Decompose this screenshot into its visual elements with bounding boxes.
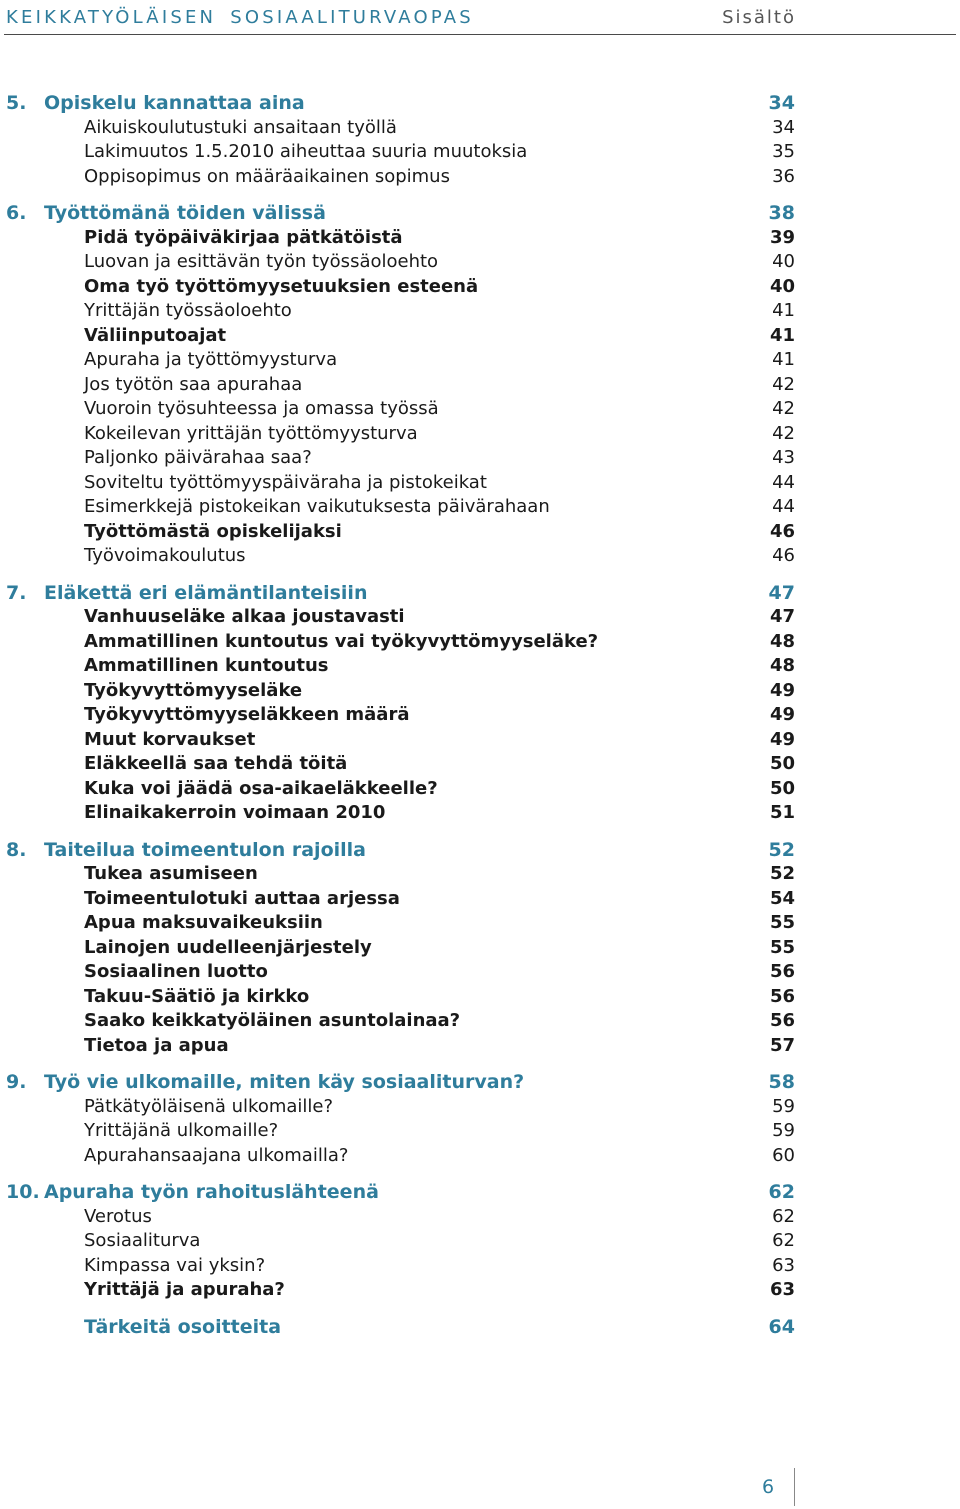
entry-page: 49 <box>769 679 795 701</box>
toc-entry[interactable] <box>0 1229 960 1254</box>
entry-title: Tietoa ja apua <box>84 1034 229 1056</box>
entry-page: 41 <box>772 349 795 370</box>
entry-page: 35 <box>772 141 795 162</box>
header-section-label: Sisältö <box>722 7 796 28</box>
entry-title: Vanhuuseläke alkaa joustavasti <box>84 606 405 627</box>
toc-entry[interactable] <box>0 275 960 300</box>
toc-entry[interactable] <box>0 1278 960 1303</box>
toc-entry[interactable] <box>0 446 960 471</box>
toc-entry[interactable] <box>0 960 960 985</box>
toc-entry[interactable] <box>0 1144 960 1169</box>
toc-entry[interactable] <box>0 985 960 1010</box>
toc-entry[interactable] <box>0 471 960 496</box>
entry-page: 60 <box>772 1144 795 1166</box>
toc-entry[interactable] <box>0 911 960 936</box>
toc-entry[interactable] <box>0 250 960 275</box>
chapter-title: Tärkeitä osoitteita <box>84 1315 282 1338</box>
entry-page: 48 <box>769 655 795 676</box>
toc-entry[interactable] <box>0 1254 960 1279</box>
toc-entry[interactable] <box>0 654 960 679</box>
toc-chapter[interactable] <box>0 581 960 606</box>
toc-entry[interactable] <box>0 544 960 569</box>
entry-page: 48 <box>769 630 795 652</box>
toc-entry[interactable] <box>0 679 960 704</box>
entry-page: 39 <box>769 226 795 248</box>
header-title-part1: KEIKKATYÖLÄISEN <box>6 7 217 28</box>
entry-page: 63 <box>772 1254 795 1276</box>
entry-title: Ammatillinen kuntoutus vai työkyvyttömyyseläke? <box>84 630 599 652</box>
toc-entry[interactable] <box>0 703 960 728</box>
entry-page: 62 <box>772 1230 795 1251</box>
entry-title: Yrittäjän työssäoloehto <box>84 300 292 321</box>
toc-entry[interactable] <box>0 165 960 190</box>
toc-entry[interactable] <box>0 728 960 753</box>
entry-page: 63 <box>769 1279 795 1300</box>
entry-page: 56 <box>769 961 795 982</box>
toc-entry[interactable] <box>0 1205 960 1230</box>
toc-entry[interactable] <box>0 226 960 251</box>
chapter-number: 7. <box>6 581 27 604</box>
entry-page: 62 <box>772 1205 795 1227</box>
entry-page: 46 <box>769 520 795 542</box>
entry-title: Jos työtön saa apurahaa <box>84 373 303 395</box>
chapter-number: 10. <box>6 1181 40 1203</box>
entry-title: Yrittäjä ja apuraha? <box>84 1279 285 1300</box>
entry-title: Sosiaaliturva <box>84 1230 201 1251</box>
entry-title: Verotus <box>84 1205 152 1227</box>
toc-entry[interactable] <box>0 1095 960 1120</box>
entry-page: 43 <box>772 447 795 468</box>
toc-entry[interactable] <box>0 752 960 777</box>
header-title <box>6 7 474 28</box>
entry-page: 34 <box>772 116 795 138</box>
toc-entry[interactable] <box>0 140 960 165</box>
entry-title: Elinaikakerroin voimaan 2010 <box>84 802 386 823</box>
entry-page: 40 <box>772 251 795 272</box>
entry-page: 41 <box>769 324 795 346</box>
entry-page: 49 <box>769 728 795 750</box>
toc-entry[interactable] <box>0 605 960 630</box>
chapter-title: Apuraha työn rahoituslähteenä <box>44 1181 379 1203</box>
entry-title: Ammatillinen kuntoutus <box>84 655 329 676</box>
entry-page: 55 <box>769 936 795 958</box>
toc-chapter[interactable] <box>0 1315 960 1340</box>
entry-page: 41 <box>772 300 795 321</box>
entry-title: Paljonko päivärahaa saa? <box>84 447 312 468</box>
chapter-title: Eläkettä eri elämäntilanteisiin <box>44 581 368 604</box>
chapter-number: 5. <box>6 92 27 114</box>
entry-title: Aikuiskoulutustuki ansaitaan työllä <box>84 116 397 138</box>
toc-entry[interactable] <box>0 862 960 887</box>
entry-page: 51 <box>769 802 795 823</box>
entry-title: Työkyvyttömyyseläke <box>84 679 303 701</box>
entry-page: 36 <box>772 165 795 187</box>
entry-page: 42 <box>772 422 795 444</box>
chapter-number: 9. <box>6 1071 27 1093</box>
toc-chapter[interactable] <box>0 201 960 226</box>
toc-entry[interactable] <box>0 1009 960 1034</box>
entry-page: 49 <box>769 704 795 725</box>
entry-title: Yrittäjänä ulkomaille? <box>84 1120 279 1141</box>
entry-page: 56 <box>769 985 795 1007</box>
entry-title: Kimpassa vai yksin? <box>84 1254 266 1276</box>
chapter-page: 62 <box>768 1181 795 1203</box>
entry-title: Kuka voi jäädä osa-aikaeläkkeelle? <box>84 777 438 799</box>
toc-entry[interactable] <box>0 324 960 349</box>
chapter-page: 58 <box>768 1071 795 1093</box>
entry-title: Luovan ja esittävän työn työssäoloehto <box>84 251 439 272</box>
entry-page: 50 <box>769 777 795 799</box>
entry-page: 59 <box>772 1120 795 1141</box>
toc-entry[interactable] <box>0 520 960 545</box>
entry-page: 44 <box>772 471 795 493</box>
entry-title: Työttömästä opiskelijaksi <box>84 520 342 542</box>
entry-page: 44 <box>772 496 795 517</box>
entry-page: 59 <box>772 1095 795 1117</box>
page-number: 6 <box>762 1476 775 1498</box>
chapter-title: Työttömänä töiden välissä <box>44 202 326 224</box>
entry-title: Lakimuutos 1.5.2010 aiheuttaa suuria muutoksia <box>84 141 528 162</box>
header-divider <box>4 34 956 35</box>
toc-chapter[interactable] <box>0 1180 960 1205</box>
entry-title: Takuu-Säätiö ja kirkko <box>84 985 310 1007</box>
toc-chapter[interactable] <box>0 1070 960 1095</box>
entry-page: 40 <box>769 275 795 297</box>
entry-page: 52 <box>769 863 795 884</box>
entry-title: Työkyvyttömyyseläkkeen määrä <box>84 704 410 725</box>
entry-title: Sosiaalinen luotto <box>84 961 268 982</box>
toc-entry[interactable] <box>0 801 960 826</box>
page-header <box>0 0 960 36</box>
chapter-title: Työ vie ulkomaille, miten käy sosiaaliturvan? <box>44 1071 525 1093</box>
toc-entry[interactable] <box>0 116 960 141</box>
toc-entry[interactable] <box>0 397 960 422</box>
toc-entry[interactable] <box>0 887 960 912</box>
toc-entry[interactable] <box>0 348 960 373</box>
entry-page: 54 <box>769 887 795 909</box>
entry-title: Soviteltu työttömyyspäiväraha ja pistokeikat <box>84 471 487 493</box>
entry-page: 42 <box>772 398 795 419</box>
toc-entry[interactable] <box>0 495 960 520</box>
chapter-page: 52 <box>768 838 795 861</box>
entry-title: Pidä työpäiväkirjaa pätkätöistä <box>84 226 403 248</box>
chapter-page: 38 <box>768 202 795 224</box>
entry-title: Lainojen uudelleenjärjestely <box>84 936 372 958</box>
entry-title: Oppisopimus on määräaikainen sopimus <box>84 165 450 187</box>
entry-title: Muut korvaukset <box>84 728 256 750</box>
toc-entry[interactable] <box>0 373 960 398</box>
entry-page: 47 <box>769 606 795 627</box>
entry-title: Apurahansaajana ulkomailla? <box>84 1144 349 1166</box>
entry-title: Työvoimakoulutus <box>84 545 246 566</box>
entry-title: Tukea asumiseen <box>84 863 258 884</box>
entry-page: 50 <box>769 753 795 774</box>
toc-chapter[interactable] <box>0 91 960 116</box>
entry-title: Esimerkkejä pistokeikan vaikutuksesta päivärahaan <box>84 496 550 517</box>
entry-title: Vuoroin työsuhteessa ja omassa työssä <box>84 398 439 419</box>
table-of-contents <box>0 91 960 1339</box>
toc-chapter[interactable] <box>0 838 960 863</box>
entry-title: Apua maksuvaikeuksiin <box>84 912 323 933</box>
toc-entry[interactable] <box>0 936 960 961</box>
toc-entry[interactable] <box>0 777 960 802</box>
chapter-page: 47 <box>768 581 795 604</box>
chapter-number: 6. <box>6 202 27 224</box>
toc-entry[interactable] <box>0 1034 960 1059</box>
chapter-page: 64 <box>768 1315 795 1338</box>
entry-title: Kokeilevan yrittäjän työttömyysturva <box>84 422 418 444</box>
entry-title: Toimeentulotuki auttaa arjessa <box>84 887 400 909</box>
entry-page: 55 <box>769 912 795 933</box>
entry-title: Apuraha ja työttömyysturva <box>84 349 338 370</box>
toc-entry[interactable] <box>0 630 960 655</box>
entry-title: Saako keikkatyöläinen asuntolainaa? <box>84 1010 461 1031</box>
chapter-title: Opiskelu kannattaa aina <box>44 92 305 114</box>
chapter-number: 8. <box>6 838 27 861</box>
entry-title: Pätkätyöläisenä ulkomaille? <box>84 1095 334 1117</box>
toc-entry[interactable] <box>0 299 960 324</box>
entry-page: 42 <box>772 373 795 395</box>
chapter-page: 34 <box>768 92 795 114</box>
chapter-title: Taiteilua toimeentulon rajoilla <box>44 838 366 861</box>
entry-title: Väliinputoajat <box>84 324 227 346</box>
toc-entry[interactable] <box>0 422 960 447</box>
header-title-part2: SOSIAALITURVAOPAS <box>230 7 474 28</box>
entry-title: Eläkkeellä saa tehdä töitä <box>84 753 348 774</box>
entry-page: 46 <box>772 545 795 566</box>
footer-divider <box>794 1468 795 1506</box>
entry-page: 56 <box>769 1010 795 1031</box>
entry-page: 57 <box>769 1034 795 1056</box>
entry-title: Oma työ työttömyysetuuksien esteenä <box>84 275 479 297</box>
toc-entry[interactable] <box>0 1119 960 1144</box>
